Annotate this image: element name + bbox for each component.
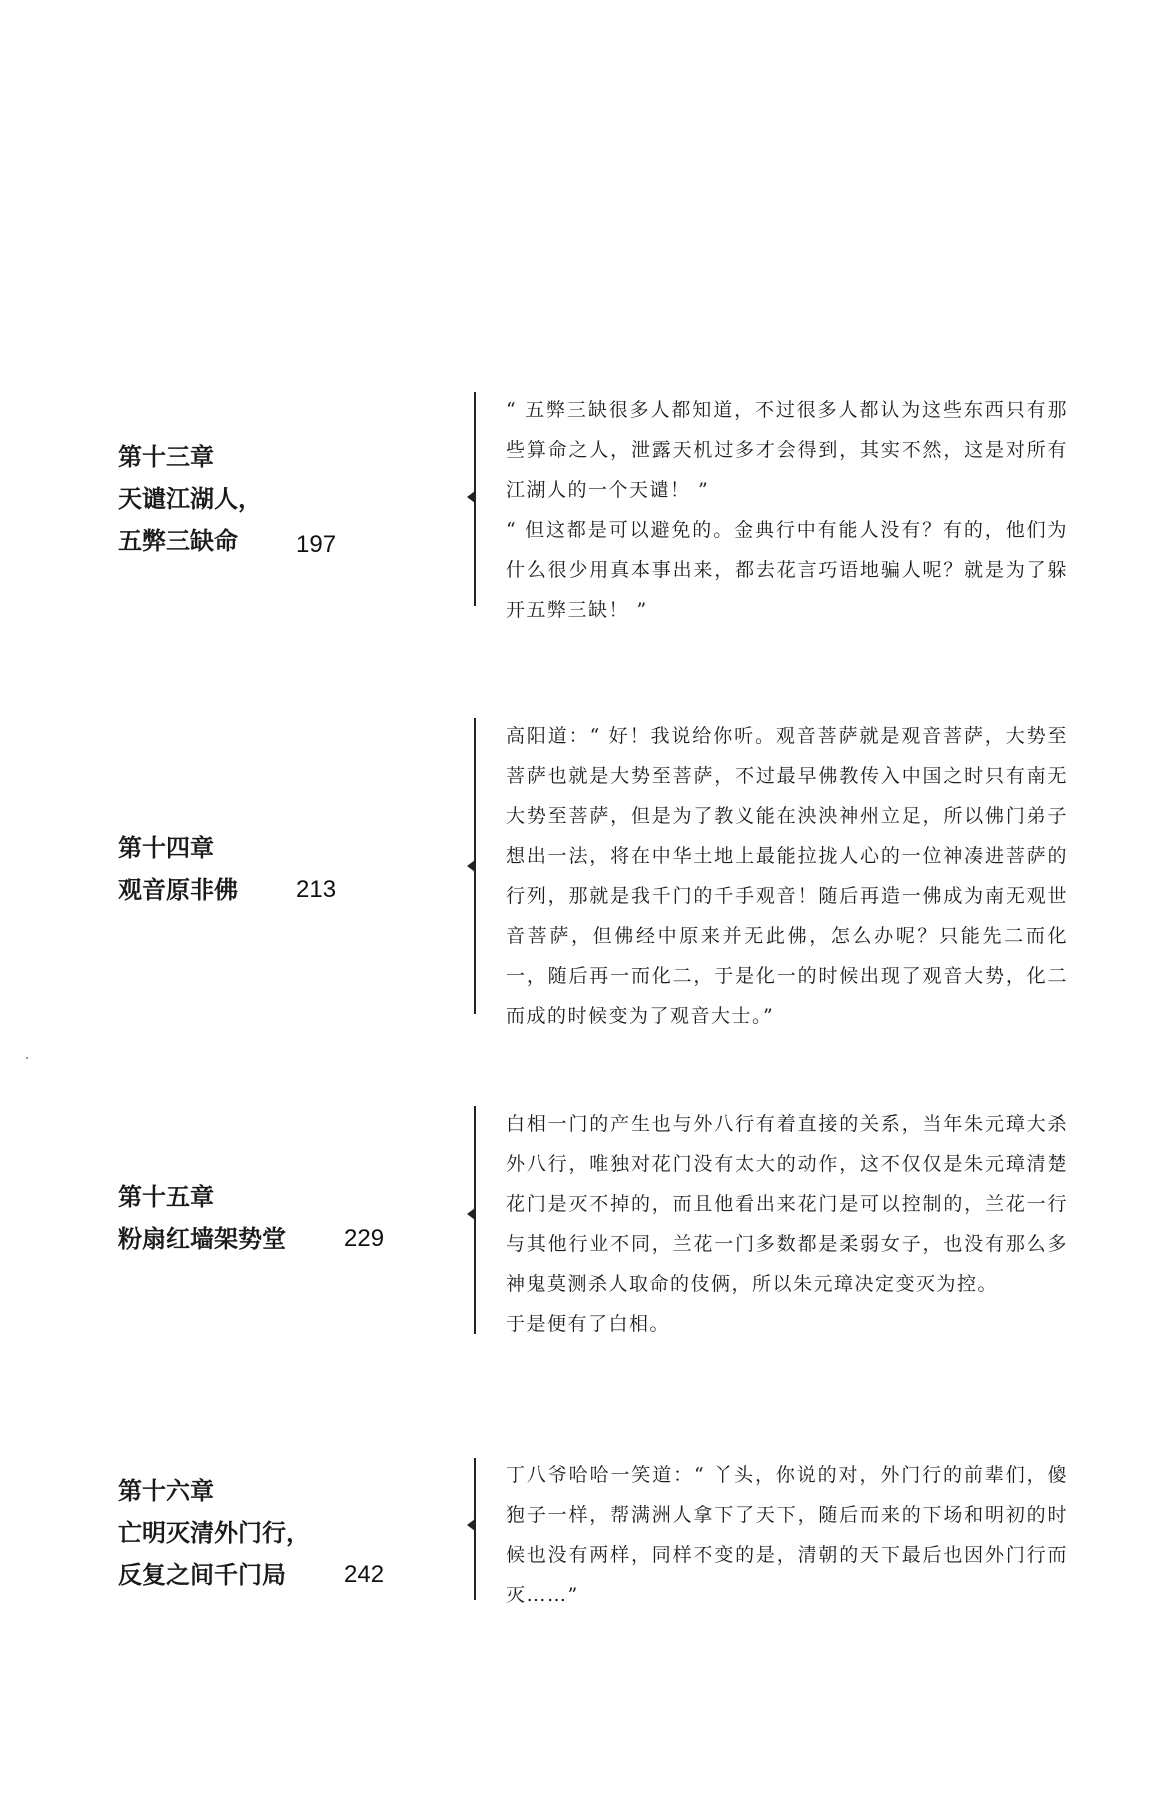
toc-entry-16[interactable] xyxy=(118,1470,418,1596)
page-number: 229 xyxy=(344,1225,385,1252)
chapter-title-line: 观音原非佛 xyxy=(118,876,238,904)
toc-entry-14[interactable] xyxy=(118,827,418,911)
chapter-number: 第十三章 xyxy=(118,443,214,471)
page-number: 242 xyxy=(344,1561,385,1588)
excerpt-paragraph: 白相一门的产生也与外八行有着直接的关系，当年朱元璋大杀外八行，唯独对花门没有太大的动作，这不仅仅是朱元璋清楚花门是灭不掉的，而且他看出来花门是可以控制的，兰花一行与其他行业不同，兰花一门多数都是柔弱女子，也没有那么多神鬼莫测杀人取命的伎俩，所以朱元璋决定变灭为控。 xyxy=(506,1113,1068,1295)
chapter-title-line: 粉扇红墙架势堂 xyxy=(118,1225,286,1253)
bracket-notch xyxy=(467,491,475,503)
chapter-title-line: 反复之间千门局 xyxy=(118,1561,286,1589)
excerpt-paragraph: 于是便有了白相。 xyxy=(506,1313,671,1335)
chapter-title-line: 亡明灭清外门行， xyxy=(118,1519,310,1547)
bracket-notch xyxy=(467,1208,475,1220)
toc-entry-15[interactable] xyxy=(118,1176,418,1260)
bracket-notch xyxy=(467,860,475,872)
page-number: 197 xyxy=(296,531,337,558)
chapter-number: 第十五章 xyxy=(118,1183,214,1211)
chapter-title-line: 天谴江湖人， xyxy=(118,485,262,513)
page-number: 213 xyxy=(296,876,337,903)
chapter-title-line: 五弊三缺命 xyxy=(118,527,238,555)
scan-speck xyxy=(26,1057,28,1059)
excerpt-paragraph: “ 五弊三缺很多人都知道，不过很多人都认为这些东西只有那些算命之人，泄露天机过多才会得到，其实不然，这是对所有江湖人的一个天谴！ ” xyxy=(506,399,1068,501)
bracket-notch xyxy=(467,1519,475,1531)
chapter-excerpt xyxy=(506,1104,1068,1344)
chapter-number: 第十六章 xyxy=(118,1477,214,1505)
chapter-number: 第十四章 xyxy=(118,834,214,862)
chapter-excerpt xyxy=(506,1455,1068,1615)
excerpt-paragraph: 高阳道：“ 好！我说给你听。观音菩萨就是观音菩萨，大势至菩萨也就是大势至菩萨，不过最早佛教传入中国之时只有南无大势至菩萨，但是为了教义能在泱泱神州立足，所以佛门弟子想出一法，将在中华土地上最能拉拢人心的一位神凑进菩萨的行列，那就是我千门的千手观音！随后再造一佛成为南无观世音菩萨，但佛经中原来并无此佛，怎么办呢？只能先二而化一，随后再一而化二，于是化一的时候出现了观音大势，化二而成的时候变为了观音大士。” xyxy=(506,725,1068,1027)
excerpt-paragraph: 丁八爷哈哈一笑道：“ 丫头，你说的对，外门行的前辈们，傻狍子一样，帮满洲人拿下了天下，随后而来的下场和明初的时候也没有两样，同样不变的是，清朝的天下最后也因外门行而灭……” xyxy=(506,1464,1068,1606)
excerpt-paragraph: “ 但这都是可以避免的。金典行中有能人没有？有的，他们为什么很少用真本事出来，都去花言巧语地骗人呢？就是为了躲开五弊三缺！ ” xyxy=(506,519,1068,621)
chapter-excerpt xyxy=(506,390,1068,630)
bracket-line xyxy=(474,1106,476,1334)
toc-entry-13[interactable] xyxy=(118,436,418,562)
chapter-excerpt xyxy=(506,716,1068,1036)
